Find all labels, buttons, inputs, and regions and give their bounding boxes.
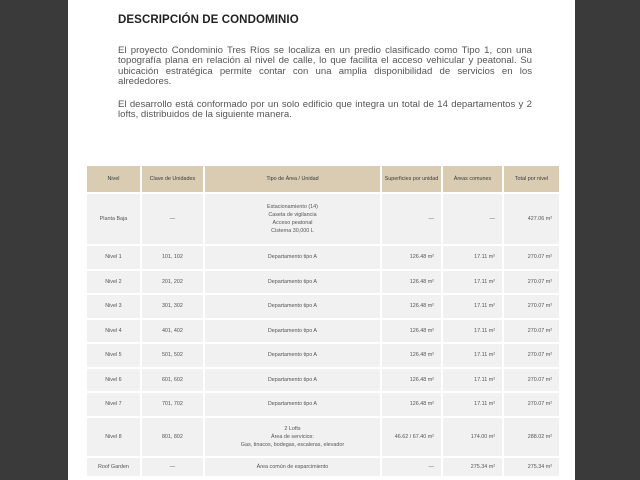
header-nivel: Nivel (87, 166, 140, 194)
total-cell: 270.07 m² (504, 295, 559, 320)
tipo-line: Caseta de vigilancia (268, 212, 317, 218)
document-page (68, 0, 575, 480)
header-superficies: Superficies por unidad (382, 166, 441, 194)
superficie-cell: 126.48 m² (382, 369, 441, 394)
total-cell: 270.07 m² (504, 246, 559, 271)
nivel-cell: Nivel 5 (87, 344, 140, 369)
table-row (87, 295, 559, 320)
header-clave: Clave de Unidades (142, 166, 203, 194)
table-row (87, 458, 559, 478)
tipo-cell (205, 271, 380, 296)
tipo-cell (205, 295, 380, 320)
table-header-row (87, 166, 559, 194)
clave-cell: 101, 102 (142, 246, 203, 271)
tipo-cell (205, 458, 380, 478)
clave-cell: 701, 702 (142, 393, 203, 418)
tipo-line: Área de servicios: (271, 433, 314, 440)
areas-comunes-cell: 17.11 m² (443, 295, 502, 320)
nivel-cell: Nivel 4 (87, 320, 140, 345)
clave-cell: 301, 302 (142, 295, 203, 320)
tipo-line: Departamento tipo A (267, 327, 318, 334)
areas-comunes-cell: 17.11 m² (443, 393, 502, 418)
table-row (87, 393, 559, 418)
table-row (87, 369, 559, 394)
total-cell: 275.34 m² (504, 458, 559, 478)
table-row (87, 344, 559, 369)
superficie-cell: — (382, 194, 441, 246)
tipo-cell (205, 320, 380, 345)
superficie-cell: 126.48 m² (382, 320, 441, 345)
nivel-cell: Nivel 7 (87, 393, 140, 418)
tipo-cell (205, 246, 380, 271)
nivel-cell: Nivel 3 (87, 295, 140, 320)
superficie-cell: 126.48 m² (382, 344, 441, 369)
clave-cell: 801, 802 (142, 418, 203, 458)
nivel-cell: Roof Garden (87, 458, 140, 478)
tipo-cell (205, 194, 380, 246)
header-areas-comunes: Áreas comunes (443, 166, 502, 194)
total-cell: 270.07 m² (504, 271, 559, 296)
superficie-cell: 46.62 / 67.40 m² (382, 418, 441, 458)
tipo-line: Cisterna 30,000 L (271, 228, 314, 234)
tipo-cell (205, 344, 380, 369)
tipo-line: Departamento tipo A (267, 278, 318, 285)
clave-cell: 201, 202 (142, 271, 203, 296)
clave-cell: 401, 402 (142, 320, 203, 345)
total-cell: 288.02 m² (504, 418, 559, 458)
nivel-cell: Nivel 8 (87, 418, 140, 458)
table-row (87, 271, 559, 296)
clave-cell: 501, 502 (142, 344, 203, 369)
nivel-cell: Nivel 1 (87, 246, 140, 271)
total-cell: 270.07 m² (504, 393, 559, 418)
superficie-cell: 126.48 m² (382, 271, 441, 296)
superficie-cell: 126.48 m² (382, 295, 441, 320)
tipo-line: Estacionamiento (14) (266, 204, 318, 210)
nivel-cell: Planta Baja (87, 194, 140, 246)
tipo-line: Departamento tipo A (267, 303, 318, 310)
tipo-cell (205, 418, 380, 458)
areas-comunes-cell: — (443, 194, 502, 246)
tipo-line: Departamento tipo A (267, 352, 318, 359)
areas-comunes-cell: 275.34 m² (443, 458, 502, 478)
tipo-line: Departamento tipo A (267, 376, 318, 383)
distribution-paragraph: El desarrollo está conformado por un solo edificio que integra un total de 14 departamentos y 2 lofts, distribuidos de la siguiente manera. (118, 99, 532, 121)
tipo-line: Acceso peatonal (272, 220, 313, 226)
header-tipo: Tipo de Área / Unidad (205, 166, 380, 194)
table-row (87, 246, 559, 271)
header-total: Total por nivel (504, 166, 559, 194)
total-cell: 270.07 m² (504, 369, 559, 394)
tipo-cell (205, 369, 380, 394)
superficie-cell: 126.48 m² (382, 393, 441, 418)
section-heading: DESCRIPCIÓN DE CONDOMINIO (118, 14, 299, 26)
tipo-line: Gas, tinacos, bodegas, escaleras, elevador (240, 441, 345, 448)
tipo-line: Área común de esparcimiento (256, 463, 329, 470)
tipo-line: 2 Lofts (284, 425, 301, 432)
areas-comunes-cell: 17.11 m² (443, 369, 502, 394)
areas-comunes-cell: 17.11 m² (443, 271, 502, 296)
clave-cell: — (142, 194, 203, 246)
description-paragraph: El proyecto Condominio Tres Ríos se localiza en un predio clasificado como Tipo 1, con una topografía plana en relación al nivel de calle, lo que facilita el acceso vehicular y peatonal. Su ubicación estratégica permite contar con una amplia disponibilidad de servicios en los alrededores. (118, 45, 532, 88)
tipo-line: Departamento tipo A (267, 401, 318, 408)
clave-cell: 601, 602 (142, 369, 203, 394)
total-cell: 270.07 m² (504, 320, 559, 345)
superficie-cell: — (382, 458, 441, 478)
nivel-cell: Nivel 2 (87, 271, 140, 296)
areas-comunes-cell: 17.11 m² (443, 320, 502, 345)
total-cell: 270.07 m² (504, 344, 559, 369)
table-row (87, 320, 559, 345)
total-cell: 427.06 m² (504, 194, 559, 246)
table-row (87, 194, 559, 246)
units-table (85, 166, 561, 478)
tipo-cell (205, 393, 380, 418)
tipo-line: Departamento tipo A (267, 254, 318, 261)
nivel-cell: Nivel 6 (87, 369, 140, 394)
clave-cell: — (142, 458, 203, 478)
table-row (87, 418, 559, 458)
areas-comunes-cell: 174.00 m² (443, 418, 502, 458)
areas-comunes-cell: 17.11 m² (443, 246, 502, 271)
areas-comunes-cell: 17.11 m² (443, 344, 502, 369)
superficie-cell: 126.48 m² (382, 246, 441, 271)
